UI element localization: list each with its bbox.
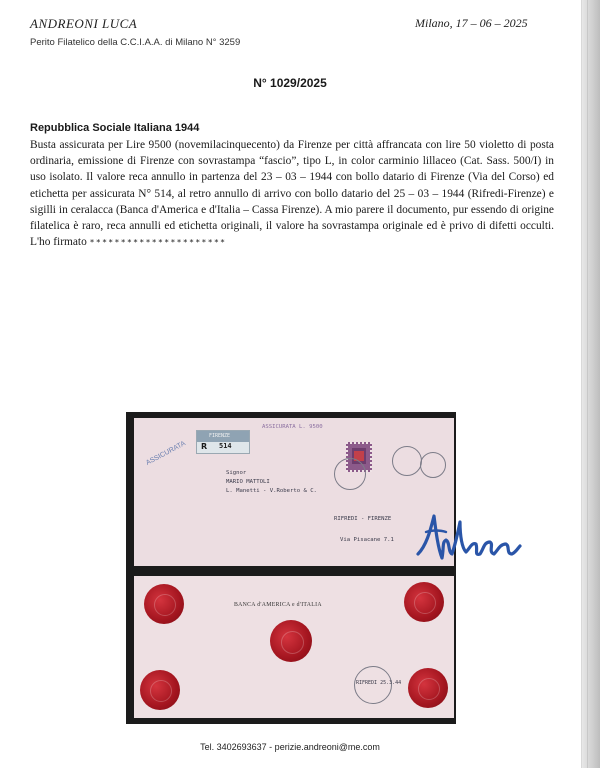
arrival-postmark-text: RIFREDI 25.3.44 (356, 680, 402, 686)
certificate-stars: ********************** (89, 238, 227, 248)
bank-imprint: BANCA d'AMERICA e d'ITALIA (234, 602, 322, 608)
certificate-body (30, 137, 554, 251)
registration-label-prefix: R (201, 442, 208, 451)
address-line-4: RIFREDI - FIRENZE (334, 516, 392, 522)
address-line-3: L. Manetti - V.Roberto & C. (226, 488, 317, 494)
place-date: Milano, 17 – 06 – 2025 (415, 16, 528, 30)
envelope-front-image (134, 418, 454, 566)
assicurata-handstamp: ASSICURATA (144, 440, 187, 467)
wax-seal (140, 670, 180, 710)
wax-seal (404, 582, 444, 622)
registration-label (196, 430, 250, 454)
wax-seal (270, 620, 312, 662)
page-edge-shadow (581, 0, 600, 768)
wax-seal (408, 668, 448, 708)
insured-value-text: ASSICURATA L. 9500 (262, 424, 323, 430)
contact-footer: Tel. 3402693637 - perizie.andreoni@me.com (200, 742, 380, 752)
registration-label-city: FIRENZE (209, 433, 231, 439)
expert-name: ANDREONI LUCA (30, 16, 138, 31)
certificate-number: N° 1029/2025 (253, 76, 327, 90)
address-line-1: Signor (226, 470, 247, 476)
expert-signature (412, 502, 522, 568)
certificate-title: Repubblica Sociale Italiana 1944 (30, 122, 200, 134)
registration-label-number: 514 (219, 442, 232, 450)
address-line-2: MARIO MATTOLI (226, 479, 270, 485)
postmark-partial (334, 458, 366, 490)
expert-header (30, 16, 240, 48)
wax-seal (144, 584, 184, 624)
departure-postmark-2 (420, 452, 446, 478)
expert-title: Perito Filatelico della C.C.I.A.A. di Milano N° 3259 (30, 37, 241, 48)
departure-postmark (392, 446, 422, 476)
page-fold (587, 0, 588, 768)
address-line-5: Via Pisacane 7.1 (340, 537, 394, 543)
envelope-back-image (134, 576, 454, 718)
certificate-text: Busta assicurata per Lire 9500 (novemilacinquecento) da Firenze per città affrancata con lire 50 violetto di posta ordinaria, emissione di Firenze con sovrastampa “fascio”, tipo L, in color carminio lillaceo (Cat. Sass. 500/I) in uso isolato. Il valore reca annullo in partenza del 23 – 03 – 1944 con bollo datario di Firenze (Via del Corso) ed etichetta per assicurata N° 514, al retro annullo di arrivo con bollo datario del 25 – 03 – 1944 (Rifredi-Firenze) e sigilli in ceralacca (Banca d'America e d'Italia – Cassa Firenze). A mio parere il documento, pur essendo di origine filatelica è raro, reca annulli ed etichetta originali, il valore ha sovrastampa originale ed è privo di difetti occulti. L'ho firmato (30, 139, 554, 249)
